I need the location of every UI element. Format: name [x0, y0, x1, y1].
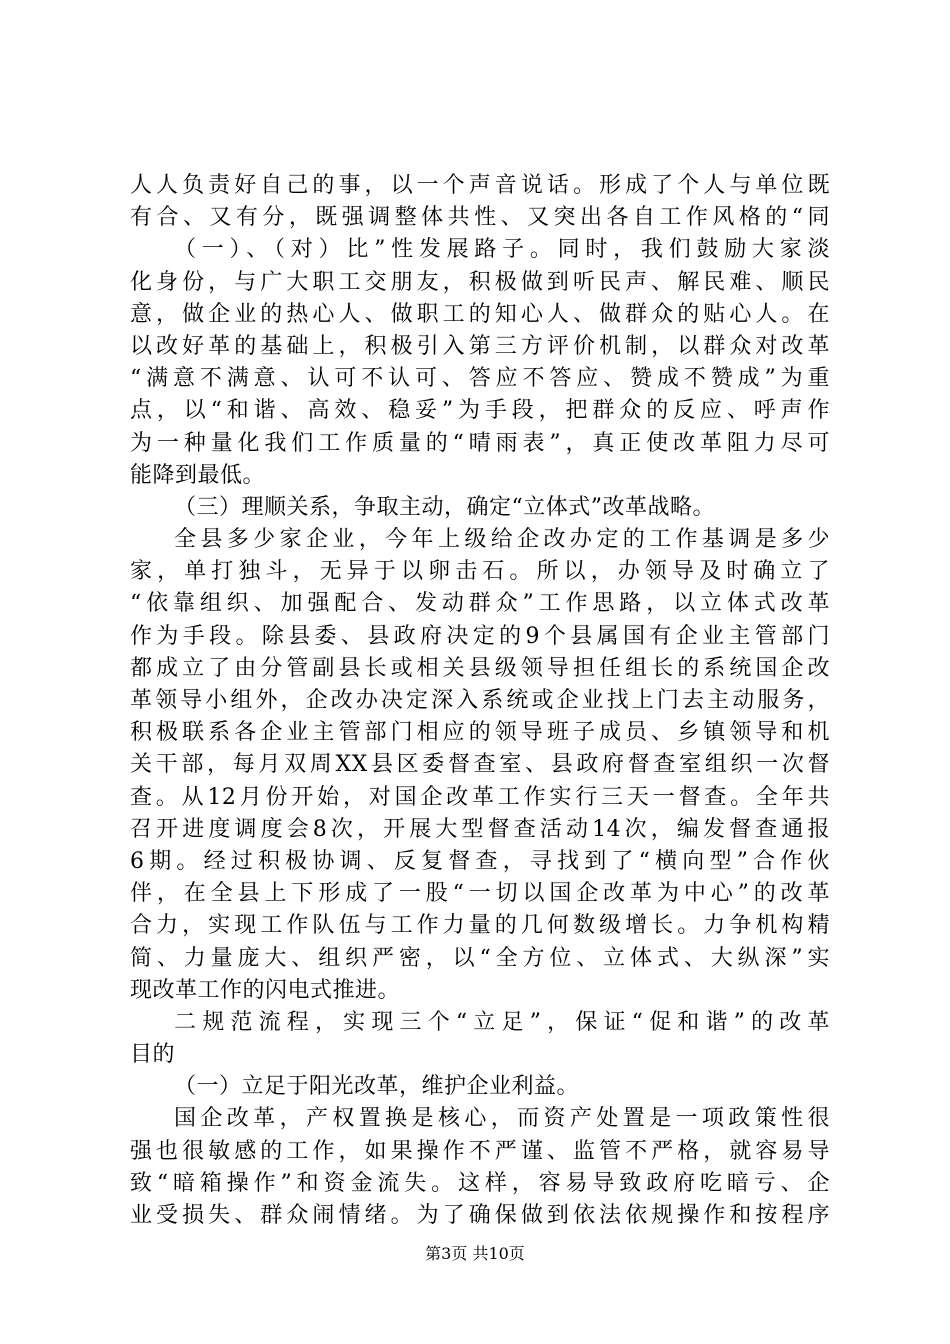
body-text-line: 以改好革的基础上，积极引入第三方评价机制，以群众对改革 — [130, 333, 830, 359]
body-text-line: 化身份，与广大职工交朋友，积极做到听民声、解民难、顺民 — [130, 269, 830, 295]
body-text-line: 能降到最低。 — [130, 462, 266, 488]
body-text-line: 合力，实现工作队伍与工作力量的几何数级增长。力争机构精 — [130, 913, 830, 939]
body-text-line: “满意不满意、认可不认可、答应不答应、赞成不赞成”为重 — [130, 366, 830, 392]
page-footer: 第3页 共10页 — [425, 1244, 525, 1263]
body-text-line: 意，做企业的热心人、做职工的知心人、做群众的贴心人。在 — [130, 301, 830, 327]
body-text-line: 为一种量化我们工作质量的“晴雨表”，真正使改革阻力尽可 — [130, 430, 830, 456]
document-body — [130, 170, 830, 1232]
body-text-line: 业受损失、群众闹情绪。为了确保做到依法依规操作和按程序 — [130, 1203, 830, 1228]
body-text-line: 人人负责好自己的事，以一个声音说话。形成了个人与单位既 — [130, 173, 830, 198]
body-text-line: 全县多少家企业，今年上级给企改办定的工作基调是多少 — [174, 527, 830, 553]
body-text-line: （一）、（对）比”性发展路子。同时，我们鼓励大家淡 — [174, 237, 830, 263]
body-text-line: 6期。经过积极协调、反复督查，寻找到了“横向型”合作伙 — [130, 848, 830, 874]
body-text-line: 简、力量庞大、组织严密，以“全方位、立体式、大纵深”实 — [130, 945, 830, 971]
body-text-line: 有合、又有分，既强调整体共性、又突出各自工作风格的“同 — [130, 205, 830, 231]
body-text-line: 关干部，每月双周XX县区委督查室、县政府督查室组织一次督 — [130, 752, 830, 778]
body-text-line: 目的 — [130, 1042, 176, 1068]
body-text-line: 国企改革，产权置换是核心，而资产处置是一项政策性很 — [174, 1106, 830, 1132]
body-text-line: 强也很敏感的工作，如果操作不严谨、监管不严格，就容易导 — [130, 1138, 830, 1164]
body-text-line: 都成立了由分管副县长或相关县级领导担任组长的系统国企改 — [130, 655, 830, 681]
body-text-line: （三）理顺关系，争取主动，确定“立体式”改革战略。 — [174, 494, 715, 520]
body-text-line: 二规范流程，实现三个“立足”，保证“促和谐”的改革 — [174, 1009, 830, 1035]
body-text-line: 现改革工作的闪电式推进。 — [130, 977, 401, 1003]
body-text-line: 致“暗箱操作”和资金流失。这样，容易导致政府吃暗亏、企 — [130, 1170, 830, 1196]
body-text-line: 点，以“和谐、高效、稳妥”为手段，把群众的反应、呼声作 — [130, 398, 830, 424]
body-text-line: 革领导小组外，企改办决定深入系统或企业找上门去主动服务， — [130, 688, 830, 713]
body-text-line: 召开进度调度会8次，开展大型督查活动14次，编发督查通报 — [130, 816, 830, 842]
body-text-line: 家，单打独斗，无异于以卵击石。所以，办领导及时确立了 — [130, 559, 830, 585]
body-text-line: 查。从12月份开始，对国企改革工作实行三天一督查。全年共 — [130, 784, 830, 810]
body-text-line: “依靠组织、加强配合、发动群众”工作思路，以立体式改革 — [130, 591, 830, 617]
body-text-line: 伴，在全县上下形成了一股“一切以国企改革为中心”的改革 — [130, 881, 830, 907]
body-text-line: 作为手段。除县委、县政府决定的9个县属国有企业主管部门 — [130, 623, 830, 649]
body-text-line: （一）立足于阳光改革，维护企业利益。 — [174, 1074, 580, 1100]
body-text-line: 积极联系各企业主管部门相应的领导班子成员、乡镇领导和机 — [130, 720, 830, 746]
